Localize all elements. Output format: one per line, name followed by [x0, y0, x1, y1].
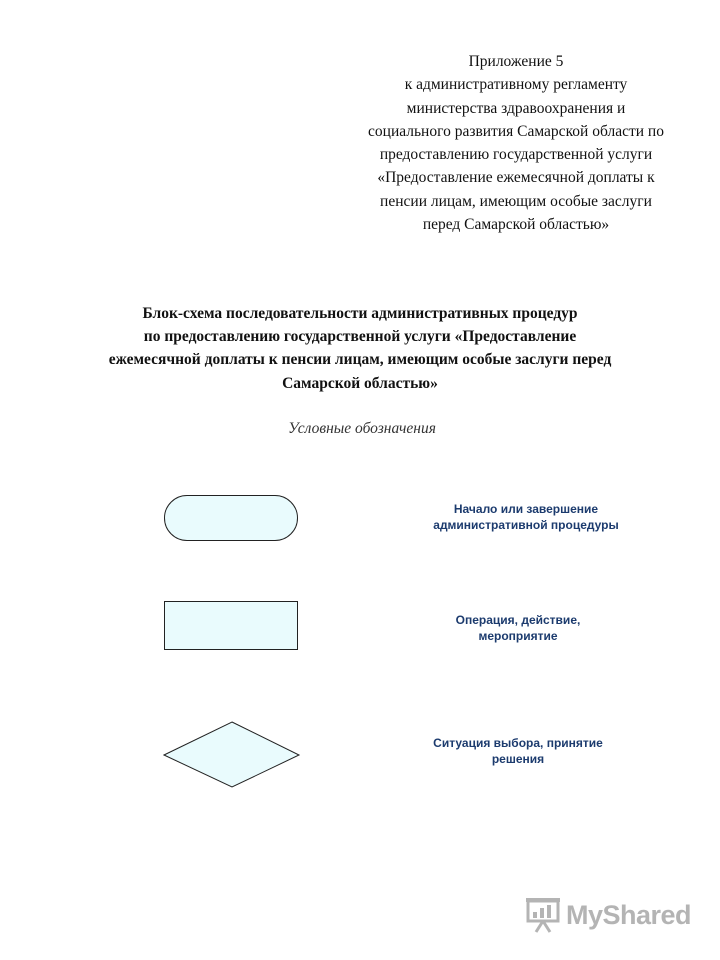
presentation-board-icon — [526, 897, 560, 933]
decision-diamond — [164, 722, 299, 787]
label-line: Ситуация выбора, принятие — [433, 736, 603, 750]
appendix-line: пенсии лицам, имеющим особые заслуги — [380, 192, 652, 210]
decision-label — [388, 735, 648, 767]
title-line: Блок-схема последовательности административных процедур — [142, 305, 578, 322]
label-line: административной процедуры — [433, 518, 619, 532]
label-line: Начало или завершение — [453, 502, 599, 516]
watermark-text: MyShared — [566, 899, 692, 930]
label-line: мероприятие — [478, 629, 558, 643]
decision-shape — [163, 721, 301, 789]
appendix-line: Приложение 5 — [468, 53, 564, 70]
appendix-line: социального развития Самарской области по — [368, 122, 664, 140]
legend-caption: Условные обозначения — [288, 420, 436, 437]
appendix-line: «Предоставление ежемесячной доплаты к — [377, 169, 655, 187]
myshared-watermark — [526, 893, 696, 937]
label-line: Операция, действие, — [455, 613, 581, 627]
document-title — [40, 302, 680, 395]
terminator-label — [396, 501, 656, 533]
terminator-shape — [164, 495, 298, 541]
appendix-line: предоставлению государственной услуги — [379, 146, 653, 164]
title-line: ежемесячной доплаты к пенсии лицам, имеющим особые заслуги перед — [108, 351, 612, 369]
appendix-line: министерства здравоохранения и — [406, 99, 626, 117]
title-line: Самарской областью» — [282, 374, 438, 392]
process-label — [388, 612, 648, 644]
process-shape — [164, 601, 298, 650]
appendix-header — [316, 50, 716, 236]
title-line: по предоставлению государственной услуги «Предоставление — [143, 328, 577, 346]
appendix-line: перед Самарской областью» — [422, 216, 610, 234]
label-line: решения — [491, 752, 545, 766]
appendix-line: к административному регламенту — [404, 76, 628, 94]
